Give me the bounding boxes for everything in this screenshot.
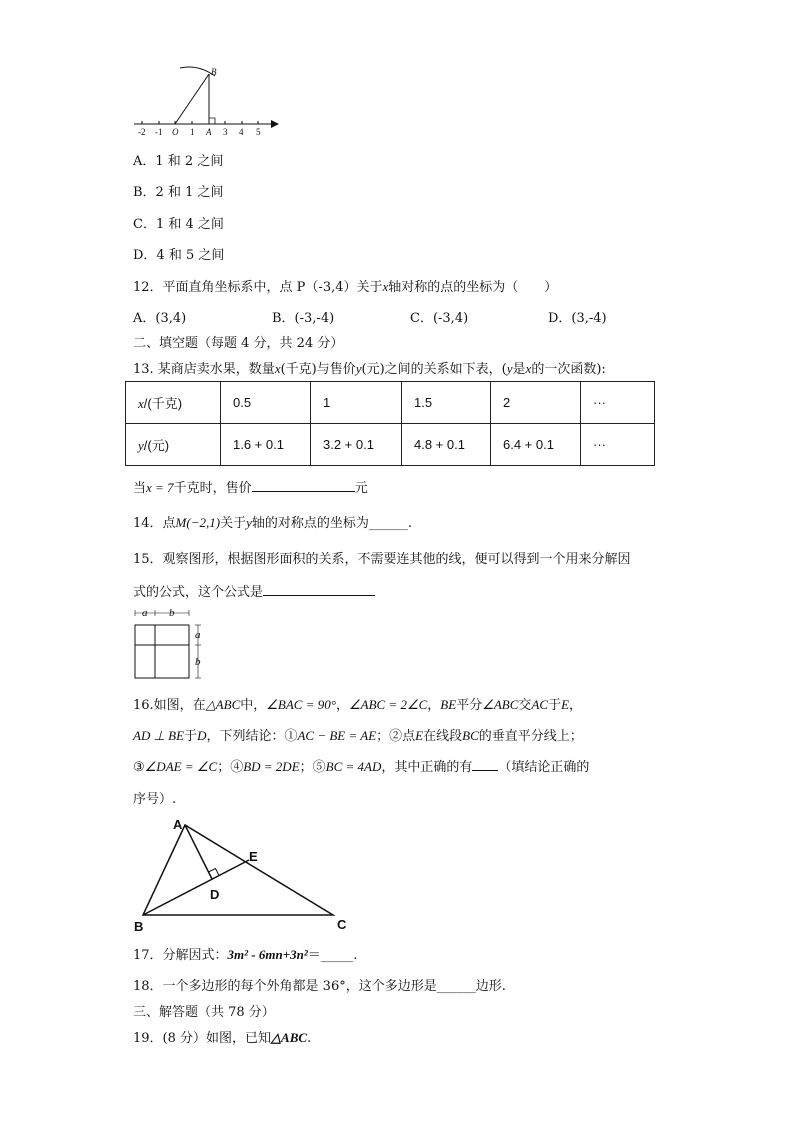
triangle-figure: [128, 813, 358, 933]
table-cell: 6.4 + 0.1: [491, 424, 581, 466]
q16-l1-b: 中，: [240, 698, 267, 713]
table-cell: 1: [311, 382, 402, 424]
section-3-heading: 三、解答题（共 78 分）: [133, 1005, 275, 1020]
q16-l2-E: E: [415, 728, 424, 743]
q18: 18．一个多边形的每个外角都是 36°，这个多边形是______边形.: [133, 979, 506, 994]
tick-label-a: A: [206, 127, 212, 137]
table-header-x-unit: /(千克): [143, 396, 183, 411]
q12-option-c: C．(-3,4): [410, 311, 469, 326]
vertex-label-e: E: [249, 849, 258, 864]
q14-b: 关于: [220, 516, 247, 531]
q16-line4: 序号）.: [133, 792, 177, 807]
q16-l2-d: ；②点: [376, 729, 416, 744]
q14-point: M(−2,1): [175, 515, 221, 530]
q12-option-a: A．(3,4): [133, 311, 187, 326]
top-label-b: b: [169, 607, 175, 619]
q16-l3-eq2: BD = 2DE: [243, 759, 300, 774]
q17-a: 17．分解因式：: [133, 948, 228, 963]
table-cell: 3.2 + 0.1: [311, 424, 402, 466]
q16-l3-d: ，其中正确的有: [381, 760, 473, 775]
q11-option-b: B．2 和 1 之间: [133, 185, 224, 200]
q16-l1-ang3: ∠ABC: [482, 697, 519, 712]
q15-line1: 15．观察图形，根据图形面积的关系，不需要连其他的线，便可以得到一个用来分解因: [133, 552, 631, 567]
q16-l1-be: BE: [440, 697, 457, 712]
q12-option-d: D．(3,-4): [548, 311, 607, 326]
q16-l1-c: ，: [335, 698, 349, 713]
table-cell: 4.8 + 0.1: [402, 424, 491, 466]
number-line-figure: [128, 62, 283, 140]
vertex-label-c: C: [337, 917, 347, 932]
q16-l2-c: ，下列结论：①: [206, 729, 298, 744]
q13-stem-d: 是: [512, 362, 526, 377]
q16-line3: [133, 756, 589, 775]
q13-var-y2: y: [506, 361, 513, 376]
q13-stem-e: 的一次函数):: [531, 362, 606, 377]
q11-option-d: D．4 和 5 之间: [133, 248, 225, 263]
q16-l2-f: 的垂直平分线上；: [478, 729, 583, 744]
table-header-x: [126, 382, 221, 424]
table-cell: 1.5: [402, 382, 491, 424]
square-figure: [130, 607, 215, 682]
point-label-b: B: [211, 67, 217, 77]
q16-l1-h: ，: [569, 698, 583, 713]
triangle-abc: [143, 825, 333, 915]
q16-l1-tri: △ABC: [205, 697, 241, 712]
table-header-y-unit: /(元): [143, 438, 170, 453]
q15-answer-blank[interactable]: [263, 583, 375, 596]
q19-tri: △ABC: [271, 1030, 308, 1045]
q16-l1-a: 16.如图，在: [133, 698, 206, 713]
tick-label-5: 5: [256, 127, 261, 137]
vertex-label-b: B: [134, 919, 144, 933]
q15-line2-text: 式的公式，这个公式是: [133, 585, 264, 600]
q16-l1-e: 平分: [456, 698, 483, 713]
section-2-heading: 二、填空题（每题 4 分，共 24 分）: [133, 336, 344, 351]
q16-l3-e: （填结论正确的: [498, 760, 590, 775]
q17-expr: 3m² - 6mn+3n²: [227, 947, 308, 962]
q13-stem-a: 13. 某商店卖水果，数量: [133, 362, 275, 377]
tick-label-4: 4: [239, 127, 244, 137]
q14-a: 14．点: [133, 516, 176, 531]
q12-var: x: [382, 279, 389, 294]
table-row: [126, 382, 655, 424]
q16-l2-b: 于: [184, 729, 198, 744]
q17-b: ＝_____.: [307, 948, 358, 963]
table-header-y: [126, 424, 221, 466]
q19-a: 19．(8 分）如图，已知: [133, 1031, 272, 1046]
q16-l2-bc: BC: [462, 728, 479, 743]
q13-table: [125, 381, 655, 466]
q16-l3-a: ③: [133, 760, 145, 775]
q11-option-c: C．1 和 4 之间: [133, 217, 224, 232]
table-cell: 1.6 + 0.1: [221, 424, 311, 466]
q16-l1-ang1: ∠BAC = 90°: [266, 697, 336, 712]
q16-l3-c: ；⑤: [299, 760, 326, 775]
q12-option-b: B．(-3,-4): [272, 311, 335, 326]
q13-stem: [133, 358, 606, 377]
segment-be: [143, 860, 249, 915]
vertex-label-a: A: [173, 817, 183, 832]
right-angle-mark: [209, 118, 215, 124]
tick-label-origin: O: [172, 127, 179, 137]
q13-stem-b: (千克)与售价: [280, 362, 356, 377]
vertex-label-d: D: [210, 887, 220, 902]
q16-l3-eq3: BC = 4AD: [325, 759, 382, 774]
q13-stem-c: (元)之间的关系如下表，(: [361, 362, 507, 377]
side-label-a: a: [195, 629, 201, 641]
table-row: [126, 424, 655, 466]
q11-option-a: A．1 和 2 之间: [133, 154, 224, 169]
q12-stem-start: 12．平面直角坐标系中，点 P（-3,4）关于: [133, 280, 383, 295]
outer-square: [135, 625, 189, 678]
q14: [133, 512, 412, 531]
q16-l1-g: 于: [548, 698, 562, 713]
q16-l1-E: E: [561, 697, 570, 712]
table-cell: 2: [491, 382, 581, 424]
tick-label-1: 1: [190, 127, 195, 137]
top-label-a: a: [142, 607, 148, 619]
table-cell: ···: [581, 424, 655, 466]
q15-line2: [133, 581, 375, 600]
q16-l1-f: 交: [518, 698, 532, 713]
q13-ans-b: 千克时，售价: [173, 481, 252, 496]
q13-answer-blank[interactable]: [252, 479, 355, 492]
q16-l1-ang2: ∠ABC = 2∠C: [348, 697, 428, 712]
q19: [133, 1027, 311, 1046]
q16-l1-ac: AC: [531, 697, 549, 712]
q16-l1-d: ，: [427, 698, 441, 713]
q13-ans-eq: x = 7: [146, 480, 174, 495]
table-cell: ···: [581, 382, 655, 424]
q16-l2-e: 在线段: [423, 729, 463, 744]
segment-ob: [175, 74, 209, 124]
q19-b: .: [307, 1031, 312, 1046]
tick-label-neg2: -2: [138, 127, 146, 137]
q16-line1: [133, 694, 582, 713]
q16-l2-a: AD ⊥ BE: [133, 728, 185, 743]
q12-stem-end: 轴对称的点的坐标为（ ）: [388, 280, 558, 295]
q14-c: 轴的对称点的坐标为______.: [251, 516, 412, 531]
q16-l2-eq: AC − BE = AE: [297, 728, 377, 743]
q13-var-y: y: [355, 361, 362, 376]
tick-label-neg1: -1: [155, 127, 163, 137]
arc: [180, 67, 215, 76]
q13-ans-a: 当: [133, 481, 147, 496]
q16-l3-b: ；④: [217, 760, 244, 775]
q16-l3-eq1: ∠DAE = ∠C: [144, 759, 218, 774]
q16-line2: [133, 725, 583, 744]
table-header-y-var: y: [138, 438, 144, 453]
tick-label-3: 3: [223, 127, 228, 137]
q16-answer-blank[interactable]: [472, 758, 498, 771]
q13-var-x: x: [274, 361, 281, 376]
table-cell: 0.5: [221, 382, 311, 424]
table-header-x-var: x: [138, 396, 144, 411]
q12-stem: [133, 276, 557, 295]
q13-var-x2: x: [525, 361, 532, 376]
side-label-b: b: [195, 656, 201, 668]
q17: [133, 944, 357, 963]
q14-var: y: [246, 515, 252, 530]
q13-answer-line: [133, 477, 368, 496]
q13-ans-c: 元: [354, 481, 368, 496]
q16-l2-D: D: [197, 728, 207, 743]
